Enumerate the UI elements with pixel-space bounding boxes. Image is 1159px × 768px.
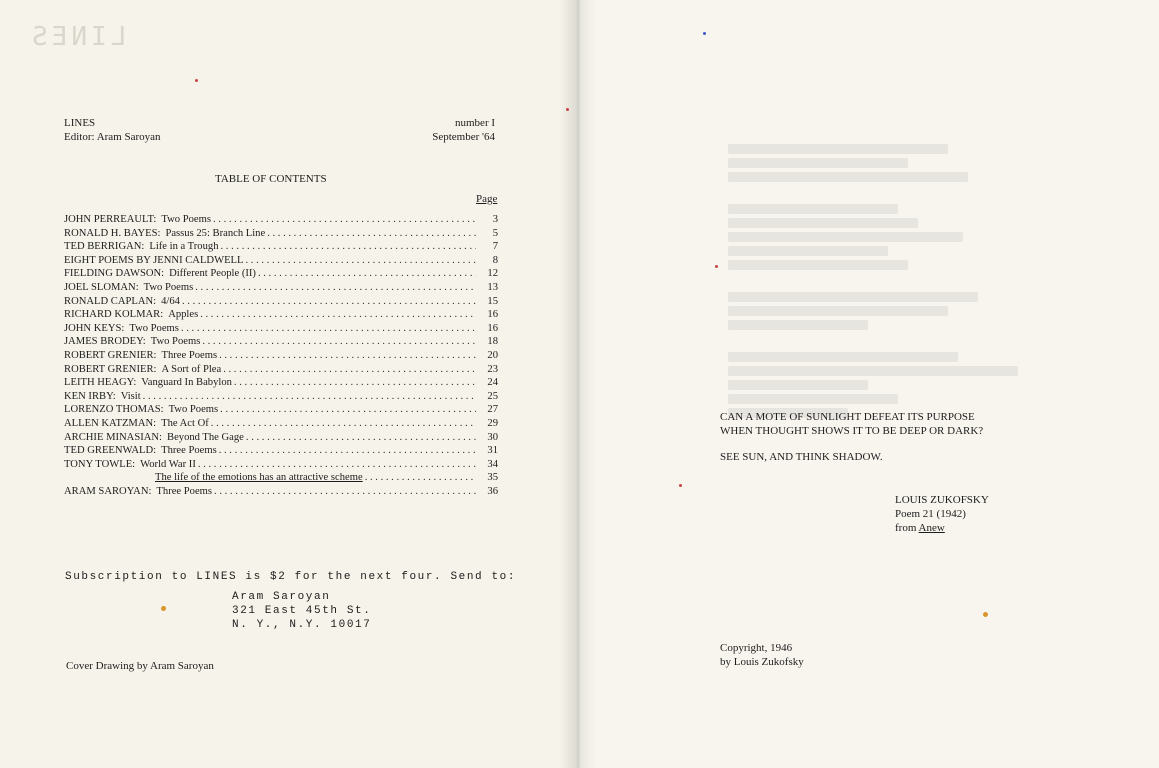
- toc-leader-dots: [246, 254, 477, 268]
- toc-page-number: 27: [487, 404, 498, 416]
- toc-leader-dots: [181, 322, 476, 336]
- toc-author: ROBERT GRENIER:: [64, 363, 157, 375]
- attribution-author: LOUIS ZUKOFSKY: [895, 494, 989, 506]
- toc-title: Three Poems: [161, 349, 218, 361]
- toc-leader-dots: [220, 403, 476, 417]
- toc-page-number: 12: [487, 268, 498, 280]
- toc-page-number: 3: [492, 214, 498, 225]
- toc-title: A Sort of Plea: [161, 363, 222, 375]
- masthead-title: LINES: [64, 117, 96, 129]
- toc-heading: TABLE OF CONTENTS: [215, 173, 327, 185]
- toc-leader-dots: [246, 431, 476, 445]
- toc-row: [64, 485, 498, 499]
- toc-leader-dots: [198, 458, 476, 472]
- paper-speck: [679, 484, 682, 487]
- toc-row: [64, 390, 498, 404]
- toc-leader-dots: [219, 349, 476, 363]
- toc-leader-dots: [195, 281, 476, 295]
- subscription-line: Subscription to LINES is $2 for the next four. Send to:: [65, 571, 517, 583]
- toc-page-number: 25: [487, 390, 498, 402]
- issue-date: September '64: [432, 131, 495, 143]
- toc-leader-dots: [143, 390, 476, 404]
- attribution-book: Anew: [918, 522, 945, 534]
- toc-page-number: 31: [487, 445, 498, 457]
- toc-leader-dots: [219, 444, 476, 458]
- toc-row: [64, 335, 498, 349]
- toc-page-number: 7: [492, 241, 498, 253]
- toc-leader-dots: [200, 308, 476, 322]
- toc-row: [64, 471, 498, 485]
- book-gutter: [560, 0, 596, 768]
- toc-leader-dots: [182, 295, 476, 309]
- toc-row: [64, 281, 498, 295]
- toc-author: LEITH HEAGY:: [64, 377, 137, 389]
- toc-author: LORENZO THOMAS:: [64, 404, 164, 416]
- toc-row: [64, 417, 498, 431]
- toc-page-number: 36: [487, 485, 498, 497]
- toc-leader-dots: [258, 267, 476, 281]
- toc-title: Visit: [120, 390, 141, 402]
- toc-page-number: 16: [487, 322, 498, 334]
- toc-title: Two Poems: [150, 336, 201, 348]
- address-city: N. Y., N.Y. 10017: [232, 619, 372, 631]
- toc-title: Different People (II): [169, 268, 256, 280]
- toc-row: [64, 308, 498, 322]
- toc-author: ARCHIE MINASIAN:: [64, 431, 162, 443]
- paper-speck: [703, 32, 706, 35]
- toc-title: Two Poems: [143, 281, 194, 293]
- toc-row: [64, 267, 498, 281]
- toc-title: Two Poems: [161, 214, 211, 225]
- toc-page-number: 16: [487, 309, 498, 321]
- bleed-through-text: [728, 144, 1028, 422]
- toc-page-number: 30: [487, 431, 498, 443]
- attribution-source: [895, 522, 945, 536]
- toc-title: Three Poems: [161, 445, 217, 457]
- toc-author: JOHN KEYS:: [64, 322, 125, 334]
- toc-author: RONALD CAPLAN:: [64, 295, 157, 307]
- poem-line-2: WHEN THOUGHT SHOWS IT TO BE DEEP OR DARK?: [720, 425, 984, 437]
- toc-title: Vanguard In Babylon: [141, 377, 232, 389]
- masthead-editor: Editor: Aram Saroyan: [64, 131, 161, 143]
- toc-title: Two Poems: [129, 322, 179, 334]
- toc-title: Two Poems: [168, 404, 219, 416]
- toc-page-number: 13: [487, 281, 498, 293]
- poem-line-1: CAN A MOTE OF SUNLIGHT DEFEAT ITS PURPOSE: [720, 411, 975, 423]
- attribution-poem: Poem 21 (1942): [895, 508, 966, 520]
- toc-row: [64, 227, 498, 241]
- toc-title: Three Poems: [156, 485, 213, 497]
- toc-leader-dots: [214, 485, 476, 499]
- toc-row: [64, 444, 498, 458]
- paper-speck: [566, 108, 569, 111]
- toc-page-number: 20: [487, 349, 498, 361]
- address-street: 321 East 45th St.: [232, 605, 372, 617]
- toc-row: [64, 376, 498, 390]
- paper-speck: [161, 606, 166, 611]
- toc-author: KEN IRBY:: [64, 390, 116, 402]
- toc-title: 4/64: [161, 295, 180, 307]
- toc-row: [64, 403, 498, 417]
- poem-coda: SEE SUN, AND THINK SHADOW.: [720, 451, 883, 463]
- toc-author: JOHN PERREAULT:: [64, 214, 157, 225]
- toc-leader-dots: [234, 376, 476, 390]
- toc-row: [64, 240, 498, 254]
- issue-number: number I: [455, 117, 496, 129]
- toc-author: ALLEN KATZMAN:: [64, 417, 157, 429]
- toc-row: [64, 363, 498, 377]
- address-name: Aram Saroyan: [232, 591, 331, 603]
- toc-leader-dots: [223, 363, 476, 377]
- toc-page-number: 15: [487, 295, 498, 307]
- toc-author: ROBERT GRENIER:: [64, 349, 157, 361]
- table-of-contents: [64, 213, 498, 498]
- toc-title: The Act Of: [161, 417, 209, 429]
- paper-speck: [715, 265, 718, 268]
- toc-leader-dots: [221, 240, 477, 254]
- toc-row: [64, 431, 498, 445]
- toc-author: ARAM SAROYAN:: [64, 485, 152, 497]
- toc-page-number: 24: [487, 377, 498, 389]
- toc-author: TONY TOWLE:: [64, 458, 136, 470]
- paper-speck: [195, 79, 198, 82]
- toc-title: Passus 25: Branch Line: [165, 227, 266, 239]
- toc-page-number: 29: [487, 417, 498, 429]
- toc-leader-dots: [202, 335, 476, 349]
- toc-title: The life of the emotions has an attractive scheme: [155, 472, 363, 484]
- toc-author: EIGHT POEMS BY JENNI CALDWELL: [64, 254, 244, 266]
- toc-page-number: 5: [492, 227, 498, 239]
- copyright-year: Copyright, 1946: [720, 642, 793, 654]
- toc-author: JOEL SLOMAN:: [64, 281, 139, 293]
- toc-title: Apples: [168, 309, 199, 321]
- toc-author: RICHARD KOLMAR:: [64, 309, 164, 321]
- paper-speck: [983, 612, 988, 617]
- ghost-title-bleed: LINES: [28, 22, 127, 52]
- toc-row: [64, 213, 498, 227]
- toc-author: JAMES BRODEY:: [64, 336, 146, 348]
- toc-row: [64, 349, 498, 363]
- toc-author: TED GREENWALD:: [64, 445, 157, 457]
- toc-row: [64, 295, 498, 309]
- toc-leader-dots: [213, 213, 476, 227]
- toc-title: Life in a Trough: [149, 241, 219, 253]
- copyright-holder: by Louis Zukofsky: [720, 656, 804, 668]
- toc-leader-dots: [267, 227, 476, 241]
- toc-page-number: 18: [487, 336, 498, 348]
- toc-row: [64, 458, 498, 472]
- toc-row: [64, 254, 498, 268]
- toc-page-number: 34: [487, 458, 498, 470]
- toc-title: Beyond The Gage: [167, 431, 244, 443]
- toc-page-number: 8: [492, 254, 498, 266]
- toc-row: [64, 322, 498, 336]
- toc-leader-dots: [365, 471, 476, 485]
- toc-page-number: 35: [487, 472, 498, 484]
- cover-credit: Cover Drawing by Aram Saroyan: [66, 660, 214, 672]
- page-column-heading: Page: [476, 193, 498, 205]
- toc-author: TED BERRIGAN:: [64, 241, 145, 253]
- toc-author: RONALD H. BAYES:: [64, 227, 161, 239]
- toc-author: FIELDING DAWSON:: [64, 268, 165, 280]
- toc-page-number: 23: [487, 363, 498, 375]
- attribution-from: from: [895, 522, 919, 534]
- toc-leader-dots: [211, 417, 476, 431]
- toc-title: World War II: [140, 458, 196, 470]
